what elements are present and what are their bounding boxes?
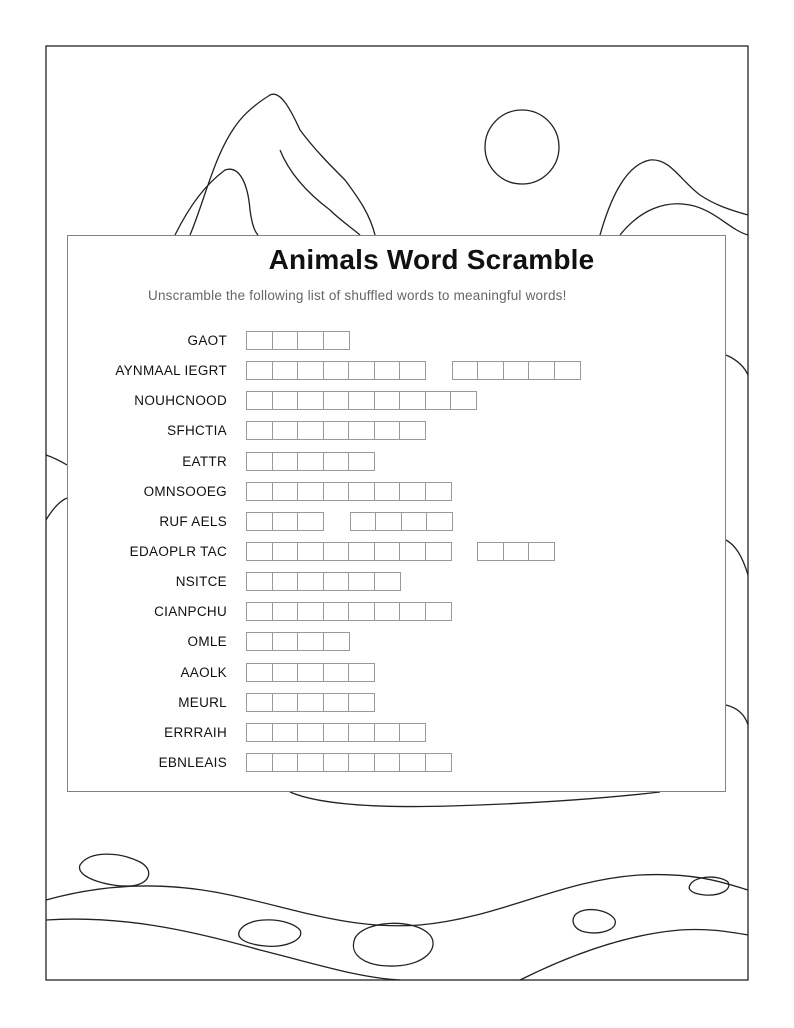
answer-boxes [246, 723, 452, 742]
letter-box[interactable] [374, 391, 401, 410]
puzzle-row [68, 692, 725, 722]
letter-box[interactable] [323, 693, 350, 712]
letter-box[interactable] [297, 572, 324, 591]
letter-box[interactable] [348, 572, 375, 591]
answer-word-group [452, 361, 580, 380]
answer-boxes [246, 361, 606, 380]
scrambled-word: NSITCE [175, 574, 227, 590]
letter-box[interactable] [297, 753, 324, 772]
letter-box[interactable] [477, 542, 504, 561]
letter-box[interactable] [348, 452, 375, 471]
letter-box[interactable] [297, 723, 324, 742]
letter-box[interactable] [246, 542, 273, 561]
puzzle-row [68, 541, 725, 571]
answer-word-group [246, 632, 348, 651]
answer-word-group [350, 512, 452, 531]
puzzle-row [68, 601, 725, 631]
letter-box[interactable] [297, 421, 324, 440]
letter-box[interactable] [399, 723, 426, 742]
scrambled-word: ERRRAIH [164, 724, 227, 740]
sun-circle [485, 110, 559, 184]
letter-box[interactable] [272, 452, 299, 471]
puzzle-row [68, 451, 725, 481]
letter-box[interactable] [399, 421, 426, 440]
letter-box[interactable] [246, 452, 273, 471]
rock-left-2 [46, 455, 67, 465]
letter-box[interactable] [477, 361, 504, 380]
letter-box[interactable] [323, 572, 350, 591]
letter-box[interactable] [297, 452, 324, 471]
ground-wave-3 [520, 929, 748, 980]
letter-box[interactable] [246, 421, 273, 440]
letter-box[interactable] [374, 572, 401, 591]
scrambled-word: NOUHCNOOD [134, 393, 227, 409]
answer-boxes [246, 663, 401, 682]
letter-box[interactable] [323, 452, 350, 471]
letter-box[interactable] [272, 693, 299, 712]
letter-box[interactable] [348, 482, 375, 501]
scrambled-word: EDAOPLR TAC [129, 543, 227, 559]
answer-word-group [246, 512, 323, 531]
letter-box[interactable] [374, 602, 401, 621]
puzzle-row [68, 662, 725, 692]
letter-box[interactable] [425, 753, 452, 772]
answer-boxes [246, 512, 479, 531]
answer-word-group [246, 753, 450, 772]
letter-box[interactable] [272, 602, 299, 621]
ground-line [290, 792, 660, 807]
scrambled-word: MEURL [178, 694, 227, 710]
answer-word-group [246, 452, 374, 471]
letter-box[interactable] [503, 361, 530, 380]
puzzle-row [68, 481, 725, 511]
scrambled-word: GAOT [187, 333, 227, 348]
letter-box[interactable] [425, 482, 452, 501]
stone-2 [239, 920, 301, 946]
answer-word-group [246, 693, 374, 712]
mountain-right [600, 160, 748, 235]
letter-box[interactable] [272, 542, 299, 561]
letter-box[interactable] [297, 693, 324, 712]
answer-boxes [246, 452, 401, 471]
letter-box[interactable] [246, 331, 273, 350]
letter-box[interactable] [297, 391, 324, 410]
worksheet-instructions: Unscramble the following list of shuffled words to meaningful words! [148, 288, 567, 303]
letter-box[interactable] [272, 723, 299, 742]
letter-box[interactable] [246, 512, 273, 531]
letter-box[interactable] [425, 542, 452, 561]
letter-box[interactable] [375, 512, 402, 531]
answer-boxes [246, 482, 477, 501]
letter-box[interactable] [246, 572, 273, 591]
answer-word-group [246, 542, 450, 561]
letter-box[interactable] [272, 331, 299, 350]
letter-box[interactable] [272, 572, 299, 591]
letter-box[interactable] [272, 632, 299, 651]
letter-box[interactable] [323, 331, 350, 350]
letter-box[interactable] [450, 391, 477, 410]
answer-word-group [246, 391, 476, 410]
letter-box[interactable] [323, 602, 350, 621]
mountain-snow [280, 150, 360, 235]
letter-box[interactable] [323, 542, 350, 561]
letter-box[interactable] [452, 361, 479, 380]
letter-box[interactable] [323, 361, 350, 380]
letter-box[interactable] [297, 602, 324, 621]
letter-box[interactable] [528, 542, 555, 561]
letter-box[interactable] [348, 753, 375, 772]
letter-box[interactable] [272, 512, 299, 531]
puzzle-row [68, 360, 725, 390]
rock-right-2 [726, 705, 748, 725]
letter-box[interactable] [323, 391, 350, 410]
letter-box[interactable] [426, 512, 453, 531]
letter-box[interactable] [323, 482, 350, 501]
letter-box[interactable] [399, 602, 426, 621]
letter-box[interactable] [348, 693, 375, 712]
stone-3 [353, 923, 433, 966]
ground-wave-2 [46, 919, 400, 980]
letter-box[interactable] [297, 663, 324, 682]
letter-box[interactable] [348, 391, 375, 410]
letter-box[interactable] [297, 331, 324, 350]
letter-box[interactable] [503, 542, 530, 561]
puzzle-row [68, 571, 725, 601]
scrambled-word: RUF AELS [159, 513, 227, 529]
letter-box[interactable] [399, 753, 426, 772]
answer-boxes [246, 753, 477, 772]
letter-box[interactable] [272, 421, 299, 440]
letter-box[interactable] [399, 391, 426, 410]
letter-box[interactable] [297, 512, 324, 531]
letter-box[interactable] [374, 482, 401, 501]
answer-boxes [246, 331, 375, 350]
letter-box[interactable] [272, 361, 299, 380]
answer-word-group [246, 663, 374, 682]
scrambled-word: AYNMAAL IEGRT [115, 363, 227, 379]
letter-box[interactable] [425, 602, 452, 621]
letter-box[interactable] [323, 753, 350, 772]
letter-box[interactable] [399, 361, 426, 380]
letter-box[interactable] [399, 482, 426, 501]
worksheet-title: Animals Word Scramble [268, 244, 595, 275]
puzzle-row [68, 390, 725, 420]
answer-boxes [246, 542, 581, 561]
scrambled-word: SFHCTIA [167, 423, 227, 439]
letter-box[interactable] [425, 391, 452, 410]
answer-word-group [246, 482, 450, 501]
answer-word-group [246, 361, 425, 380]
letter-box[interactable] [374, 421, 401, 440]
rock-right-3 [726, 355, 748, 375]
letter-box[interactable] [297, 361, 324, 380]
letter-box[interactable] [246, 482, 273, 501]
puzzle-row [68, 631, 725, 661]
puzzle-list [68, 330, 725, 782]
puzzle-row [68, 752, 725, 782]
stone-1 [80, 854, 149, 886]
scrambled-word: CIANPCHU [154, 604, 227, 620]
letter-box[interactable] [323, 663, 350, 682]
letter-box[interactable] [246, 602, 273, 621]
puzzle-row [68, 330, 725, 360]
answer-word-group [246, 331, 348, 350]
letter-box[interactable] [246, 753, 273, 772]
word-scramble-panel [67, 235, 726, 792]
answer-boxes [246, 632, 375, 651]
letter-box[interactable] [323, 421, 350, 440]
letter-box[interactable] [350, 512, 377, 531]
ground-wave-1 [46, 875, 748, 926]
letter-box[interactable] [399, 542, 426, 561]
mountain-ridge [175, 169, 258, 235]
letter-box[interactable] [246, 391, 273, 410]
scrambled-word: EBNLEAIS [158, 754, 227, 770]
letter-box[interactable] [272, 482, 299, 501]
scrambled-word: EATTR [182, 453, 227, 469]
answer-word-group [477, 542, 554, 561]
letter-box[interactable] [348, 663, 375, 682]
letter-box[interactable] [246, 663, 273, 682]
scrambled-word: OMLE [187, 634, 227, 650]
answer-boxes [246, 421, 452, 440]
letter-box[interactable] [246, 632, 273, 651]
letter-box[interactable] [348, 542, 375, 561]
letter-box[interactable] [246, 361, 273, 380]
answer-word-group [246, 421, 425, 440]
letter-box[interactable] [297, 482, 324, 501]
letter-box[interactable] [323, 632, 350, 651]
letter-box[interactable] [272, 663, 299, 682]
rock-right [726, 540, 748, 575]
stone-4 [573, 910, 615, 933]
answer-boxes [246, 693, 401, 712]
answer-word-group [246, 602, 450, 621]
letter-box[interactable] [272, 391, 299, 410]
answer-boxes [246, 602, 477, 621]
letter-box[interactable] [374, 361, 401, 380]
mountain-outline [190, 94, 375, 235]
letter-box[interactable] [528, 361, 555, 380]
answer-word-group [246, 572, 399, 591]
answer-boxes [246, 572, 426, 591]
answer-word-group [246, 723, 425, 742]
scrambled-word: OMNSOOEG [143, 483, 227, 499]
scrambled-word: AAOLK [180, 664, 227, 680]
letter-box[interactable] [297, 632, 324, 651]
puzzle-row [68, 511, 725, 541]
letter-box[interactable] [374, 753, 401, 772]
letter-box[interactable] [246, 693, 273, 712]
letter-box[interactable] [297, 542, 324, 561]
letter-box[interactable] [323, 723, 350, 742]
letter-box[interactable] [348, 723, 375, 742]
letter-box[interactable] [348, 421, 375, 440]
letter-box[interactable] [348, 361, 375, 380]
answer-boxes [246, 391, 503, 410]
puzzle-row [68, 722, 725, 752]
letter-box[interactable] [272, 753, 299, 772]
letter-box[interactable] [246, 723, 273, 742]
puzzle-row [68, 420, 725, 450]
letter-box[interactable] [374, 542, 401, 561]
rock-left [46, 498, 67, 520]
letter-box[interactable] [554, 361, 581, 380]
letter-box[interactable] [348, 602, 375, 621]
letter-box[interactable] [374, 723, 401, 742]
letter-box[interactable] [401, 512, 428, 531]
